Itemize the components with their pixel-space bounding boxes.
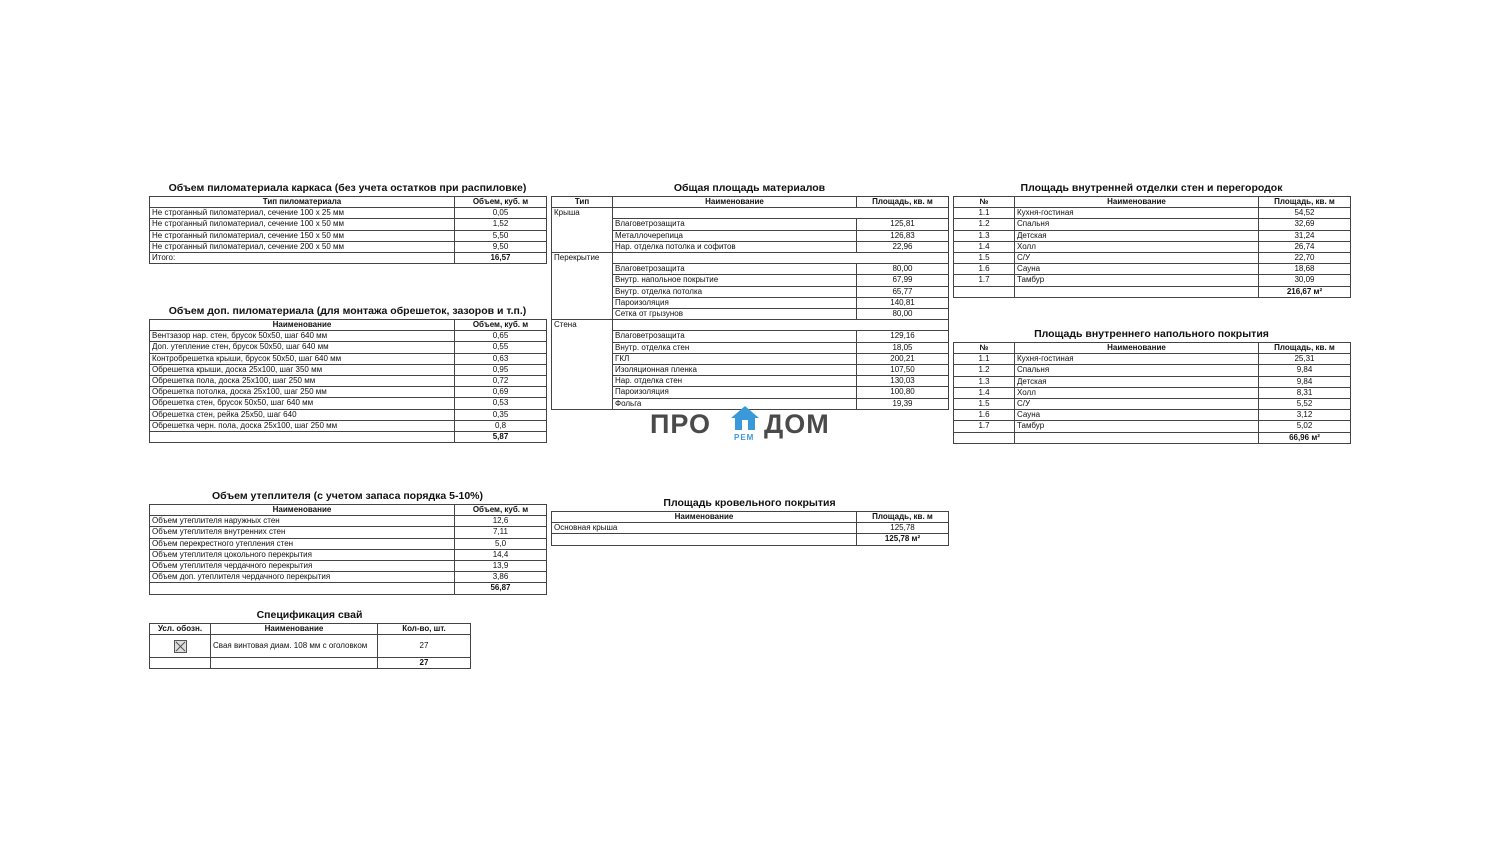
- lumber-extra-section: [149, 305, 546, 443]
- group-row: [552, 208, 949, 219]
- total-row: [954, 432, 1351, 443]
- table-row: [954, 264, 1351, 275]
- cell-name: Не строганный пиломатериал, сечение 100 х 25 мм: [150, 208, 455, 219]
- total-value: 216,67: [1286, 286, 1312, 296]
- table-row: [954, 253, 1351, 264]
- total-cell: [857, 534, 949, 545]
- group-span: [552, 297, 613, 308]
- total-row: [150, 658, 471, 669]
- total-value: 16,57: [455, 253, 547, 264]
- cell-name: Холл: [1015, 387, 1259, 398]
- table-row: [552, 309, 949, 320]
- cell-name: Не строганный пиломатериал, сечение 100 х 50 мм: [150, 219, 455, 230]
- table-row: [954, 354, 1351, 365]
- table-row: [552, 219, 949, 230]
- total-label: [211, 658, 378, 669]
- cell-name: Обрешетка потолка, доска 25х100, шаг 250 мм: [150, 387, 455, 398]
- group-type: Стена: [552, 320, 613, 331]
- cell-name: Доп. утепление стен, брусок 50х50, шаг 640 мм: [150, 342, 455, 353]
- cell-value: 0,53: [455, 398, 547, 409]
- table-row: [954, 410, 1351, 421]
- cell-value: 27: [378, 635, 471, 658]
- lumber-frame-section: [149, 182, 546, 264]
- column-header: №: [954, 343, 1015, 354]
- table-row: [150, 572, 547, 583]
- cell-name: ГКЛ: [613, 353, 857, 364]
- cell-value: 107,50: [857, 365, 949, 376]
- table-row: [552, 275, 949, 286]
- table-row: [552, 376, 949, 387]
- cell-name: Тамбур: [1015, 275, 1259, 286]
- table-row: [552, 523, 949, 534]
- cell-value: 65,77: [857, 286, 949, 297]
- table-row: [552, 286, 949, 297]
- group-span: [552, 309, 613, 320]
- insulation-section: [149, 490, 546, 595]
- cell-value: 0,95: [455, 364, 547, 375]
- cell-value: 0,55: [455, 342, 547, 353]
- column-header: Наименование: [211, 624, 378, 635]
- table-row: [150, 398, 547, 409]
- table-row: [954, 376, 1351, 387]
- cell-number: 1.1: [954, 208, 1015, 219]
- cell-name: Спальня: [1015, 365, 1259, 376]
- cell-number: 1.7: [954, 421, 1015, 432]
- total-label: [552, 534, 857, 545]
- table-row: [552, 353, 949, 364]
- cell-value: 5,0: [455, 538, 547, 549]
- table-row: [552, 241, 949, 252]
- column-header: Площадь, кв. м: [1259, 343, 1351, 354]
- column-header: Наименование: [1015, 197, 1259, 208]
- cell-name: Кухня-гостиная: [1015, 208, 1259, 219]
- cell-name: Внутр. отделка стен: [613, 342, 857, 353]
- cell-name: С/У: [1015, 399, 1259, 410]
- cell-name: Спальня: [1015, 219, 1259, 230]
- table-row: [954, 365, 1351, 376]
- materials-title: Общая площадь материалов: [673, 182, 826, 194]
- column-header: Наименование: [552, 512, 857, 523]
- cell-value: 9,50: [455, 241, 547, 252]
- table-row: [552, 230, 949, 241]
- cell-number: 1.2: [954, 365, 1015, 376]
- cell-value: 22,70: [1259, 253, 1351, 264]
- column-header: Наименование: [150, 320, 455, 331]
- cell-name: Влаговетрозащита: [613, 331, 857, 342]
- roofing-title: Площадь кровельного покрытия: [663, 497, 836, 509]
- cell-name: Сауна: [1015, 264, 1259, 275]
- floor-cover-table: [953, 342, 1351, 444]
- table-row: [954, 230, 1351, 241]
- table-row: [954, 241, 1351, 252]
- cell-number: 1.3: [954, 376, 1015, 387]
- column-header: Тип пиломатериала: [150, 197, 455, 208]
- table-row: [150, 230, 547, 241]
- total-label: [1015, 432, 1259, 443]
- cell-value: 5,52: [1259, 399, 1351, 410]
- total-row: [552, 534, 949, 545]
- total-value: 27: [378, 658, 471, 669]
- cell-number: 1.5: [954, 253, 1015, 264]
- lumber-extra-title: Объем доп. пиломатериала (для монтажа обрешеток, зазоров и т.п.): [168, 305, 527, 317]
- cell-name: Холл: [1015, 241, 1259, 252]
- cell-name: Влаговетрозащита: [613, 264, 857, 275]
- group-span: [552, 342, 613, 353]
- table-row: [150, 561, 547, 572]
- table-row: [150, 353, 547, 364]
- cell-name: Тамбур: [1015, 421, 1259, 432]
- table-row: [552, 331, 949, 342]
- table-row: [150, 420, 547, 431]
- cell-name: Не строганный пиломатериал, сечение 200 х 50 мм: [150, 241, 455, 252]
- cell-number: 1.3: [954, 230, 1015, 241]
- piles-title: Спецификация свай: [256, 609, 363, 621]
- total-label: [150, 658, 211, 669]
- house-icon: [730, 405, 760, 431]
- cell-value: 8,31: [1259, 387, 1351, 398]
- column-header: Площадь, кв. м: [1259, 197, 1351, 208]
- walls-finish-table: [953, 196, 1351, 298]
- cell-value: 130,03: [857, 376, 949, 387]
- group-span: [552, 387, 613, 398]
- group-span: [552, 275, 613, 286]
- table-row: [150, 376, 547, 387]
- cell-number: 1.6: [954, 410, 1015, 421]
- group-span: [552, 219, 613, 230]
- group-type: Крыша: [552, 208, 613, 219]
- column-header: Объем, куб. м: [455, 197, 547, 208]
- cell-name: Детская: [1015, 376, 1259, 387]
- cell-value: 31,24: [1259, 230, 1351, 241]
- logo-text-left: ПРО: [650, 409, 712, 439]
- blank-cell: [613, 208, 857, 219]
- cell-value: 7,11: [455, 527, 547, 538]
- total-value: 125,78: [884, 534, 910, 544]
- cell-value: 80,00: [857, 264, 949, 275]
- cell-value: 26,74: [1259, 241, 1351, 252]
- cell-value: 9,84: [1259, 365, 1351, 376]
- cell-name: Внутр. отделка потолка: [613, 286, 857, 297]
- floor-cover-section: [953, 328, 1350, 444]
- column-header: Тип: [552, 197, 613, 208]
- cell-value: 0,8: [455, 420, 547, 431]
- cell-name: Сауна: [1015, 410, 1259, 421]
- group-type: Перекрытие: [552, 253, 613, 264]
- cell-number: 1.5: [954, 399, 1015, 410]
- total-label: [150, 432, 455, 443]
- cell-number: 1.2: [954, 219, 1015, 230]
- cell-name: Нар. отделка стен: [613, 376, 857, 387]
- cell-value: 125,81: [857, 219, 949, 230]
- logo-subtext: РЕМ: [734, 433, 755, 442]
- cell-name: Нар. отделка потолка и софитов: [613, 241, 857, 252]
- cell-name: Металлочерепица: [613, 230, 857, 241]
- total-row: [150, 253, 547, 264]
- cell-name: Детская: [1015, 230, 1259, 241]
- total-value: 56,87: [455, 583, 547, 594]
- table-row: [552, 264, 949, 275]
- cell-name: Фольга: [613, 398, 857, 409]
- cell-value: 18,68: [1259, 264, 1351, 275]
- cell-name: Обрешетка черн. пола, доска 25х100, шаг 250 мм: [150, 420, 455, 431]
- cell-number: 1.6: [954, 264, 1015, 275]
- cell-value: 0,72: [455, 376, 547, 387]
- total-label: [150, 583, 455, 594]
- column-header: Площадь, кв. м: [857, 197, 949, 208]
- group-span: [552, 376, 613, 387]
- cell-number: 1.4: [954, 241, 1015, 252]
- table-row: [150, 241, 547, 252]
- cell-value: 14,4: [455, 549, 547, 560]
- total-label: [954, 432, 1015, 443]
- floor-cover-title: Площадь внутреннего напольного покрытия: [1034, 328, 1269, 340]
- cell-value: 25,31: [1259, 354, 1351, 365]
- total-row: [150, 583, 547, 594]
- piles-section: [149, 609, 470, 669]
- cell-value: 100,80: [857, 387, 949, 398]
- cell-name: Объем доп. утеплителя чердачного перекрытия: [150, 572, 455, 583]
- cell-name: Пароизоляция: [613, 297, 857, 308]
- cell-value: 0,63: [455, 353, 547, 364]
- table-row: [150, 331, 547, 342]
- cell-name: Объем утеплителя наружных стен: [150, 516, 455, 527]
- cell-value: 32,69: [1259, 219, 1351, 230]
- cell-value: 54,52: [1259, 208, 1351, 219]
- total-cell: [1259, 432, 1351, 443]
- total-label: Итого:: [150, 253, 455, 264]
- table-row: [150, 527, 547, 538]
- roofing-section: [551, 497, 948, 546]
- group-span: [552, 230, 613, 241]
- cell-name: Обрешетка стен, брусок 50х50, шаг 640 мм: [150, 398, 455, 409]
- table-row: [954, 208, 1351, 219]
- column-header: №: [954, 197, 1015, 208]
- cell-name: Основная крыша: [552, 523, 857, 534]
- cell-number: 1.7: [954, 275, 1015, 286]
- table-row: [150, 516, 547, 527]
- blank-cell: [613, 320, 857, 331]
- blank-cell: [857, 320, 949, 331]
- group-span: [552, 264, 613, 275]
- cell-value: 13,9: [455, 561, 547, 572]
- cell-name: Обрешетка пола, доска 25х100, шаг 250 мм: [150, 376, 455, 387]
- cell-value: 0,35: [455, 409, 547, 420]
- table-row: [150, 342, 547, 353]
- cell-name: Изоляционная пленка: [613, 365, 857, 376]
- cell-name: Объем утеплителя чердачного перекрытия: [150, 561, 455, 572]
- materials-section: [551, 182, 948, 410]
- cell-name: Внутр. напольное покрытие: [613, 275, 857, 286]
- cell-value: 0,65: [455, 331, 547, 342]
- table-row: [954, 387, 1351, 398]
- cell-number: 1.1: [954, 354, 1015, 365]
- table-row: [150, 538, 547, 549]
- cell-value: 18,05: [857, 342, 949, 353]
- cell-value: 200,21: [857, 353, 949, 364]
- group-span: [552, 331, 613, 342]
- lumber-frame-title: Объем пиломатериала каркаса (без учета остатков при распиловке): [168, 182, 527, 194]
- total-value: 5,87: [455, 432, 547, 443]
- watermark-logo: [650, 405, 850, 445]
- group-row: [552, 320, 949, 331]
- total-unit: м²: [911, 534, 921, 544]
- table-row: [150, 364, 547, 375]
- column-header: Наименование: [613, 197, 857, 208]
- cell-name: Пароизоляция: [613, 387, 857, 398]
- walls-finish-section: [953, 182, 1350, 298]
- cell-name: Объем утеплителя внутренних стен: [150, 527, 455, 538]
- cell-name: Влаговетрозащита: [613, 219, 857, 230]
- lumber-extra-table: [149, 319, 547, 443]
- column-header: Объем, куб. м: [455, 505, 547, 516]
- insulation-table: [149, 504, 547, 595]
- table-row: [552, 387, 949, 398]
- column-header: Площадь, кв. м: [857, 512, 949, 523]
- table-row: [552, 342, 949, 353]
- total-cell: [1259, 286, 1351, 297]
- total-label: [954, 286, 1015, 297]
- table-row: [150, 219, 547, 230]
- cell-name: Обрешетка стен, рейка 25х50, шаг 640: [150, 409, 455, 420]
- cell-name: С/У: [1015, 253, 1259, 264]
- group-span: [552, 365, 613, 376]
- piles-table: [149, 623, 471, 669]
- cell-name: Контробрешетка крыши, брусок 50х50, шаг 640 мм: [150, 353, 455, 364]
- cell-name: Сетка от грызунов: [613, 309, 857, 320]
- lumber-frame-table: [149, 196, 547, 264]
- cell-name: Вентзазор нар. стен, брусок 50х50, шаг 640 мм: [150, 331, 455, 342]
- blank-cell: [857, 253, 949, 264]
- cell-value: 30,09: [1259, 275, 1351, 286]
- total-unit: м²: [1313, 286, 1323, 296]
- table-row: [552, 365, 949, 376]
- group-span: [552, 353, 613, 364]
- table-row: [150, 549, 547, 560]
- group-span: [552, 286, 613, 297]
- table-row: [150, 409, 547, 420]
- materials-table: [551, 196, 949, 410]
- cell-value: 125,78: [857, 523, 949, 534]
- table-row: [954, 219, 1351, 230]
- table-row: [954, 399, 1351, 410]
- table-row: [150, 387, 547, 398]
- blank-cell: [613, 253, 857, 264]
- column-header: Наименование: [1015, 343, 1259, 354]
- group-span: [552, 241, 613, 252]
- table-row: [150, 635, 471, 658]
- cell-name: Не строганный пиломатериал, сечение 150 х 50 мм: [150, 230, 455, 241]
- total-value: 66,96: [1289, 432, 1310, 442]
- cell-value: 12,6: [455, 516, 547, 527]
- column-header: Кол-во, шт.: [378, 624, 471, 635]
- total-row: [150, 432, 547, 443]
- total-unit: м²: [1311, 432, 1320, 442]
- blank-cell: [857, 208, 949, 219]
- column-header: Усл. обозн.: [150, 624, 211, 635]
- cell-value: 5,02: [1259, 421, 1351, 432]
- cell-value: 126,83: [857, 230, 949, 241]
- cell-value: 140,81: [857, 297, 949, 308]
- cell-value: 67,99: [857, 275, 949, 286]
- screw-pile-symbol-icon: [174, 640, 187, 653]
- cell-value: 19,39: [857, 398, 949, 409]
- column-header: Наименование: [150, 505, 455, 516]
- cell-name: Объем перекрестного утепления стен: [150, 538, 455, 549]
- table-row: [954, 275, 1351, 286]
- cell-value: 0,69: [455, 387, 547, 398]
- cell-value: 80,00: [857, 309, 949, 320]
- cell-name: Кухня-гостиная: [1015, 354, 1259, 365]
- cell-value: 9,84: [1259, 376, 1351, 387]
- total-row: [954, 286, 1351, 297]
- cell-value: 1,52: [455, 219, 547, 230]
- roofing-table: [551, 511, 949, 546]
- total-label: [1015, 286, 1259, 297]
- cell-name: Обрешетка крыши, доска 25х100, шаг 350 мм: [150, 364, 455, 375]
- table-row: [552, 297, 949, 308]
- cell-value: 3,86: [455, 572, 547, 583]
- logo-text-right: ДОМ: [764, 409, 830, 439]
- table-row: [954, 421, 1351, 432]
- column-header: Объем, куб. м: [455, 320, 547, 331]
- group-span: [552, 398, 613, 409]
- cell-value: 129,16: [857, 331, 949, 342]
- cell-value: 5,50: [455, 230, 547, 241]
- cell-name: Свая винтовая диам. 108 мм с оголовком: [211, 635, 378, 658]
- cell-value: 3,12: [1259, 410, 1351, 421]
- cell-number: 1.4: [954, 387, 1015, 398]
- group-row: [552, 253, 949, 264]
- cell-value: 0,05: [455, 208, 547, 219]
- symbol-cell: [150, 635, 211, 658]
- cell-value: 22,96: [857, 241, 949, 252]
- table-row: [150, 208, 547, 219]
- cell-name: Объем утеплителя цокольного перекрытия: [150, 549, 455, 560]
- insulation-title: Объем утеплителя (с учетом запаса порядка 5-10%): [211, 490, 484, 502]
- walls-finish-title: Площадь внутренней отделки стен и перегородок: [1020, 182, 1283, 194]
